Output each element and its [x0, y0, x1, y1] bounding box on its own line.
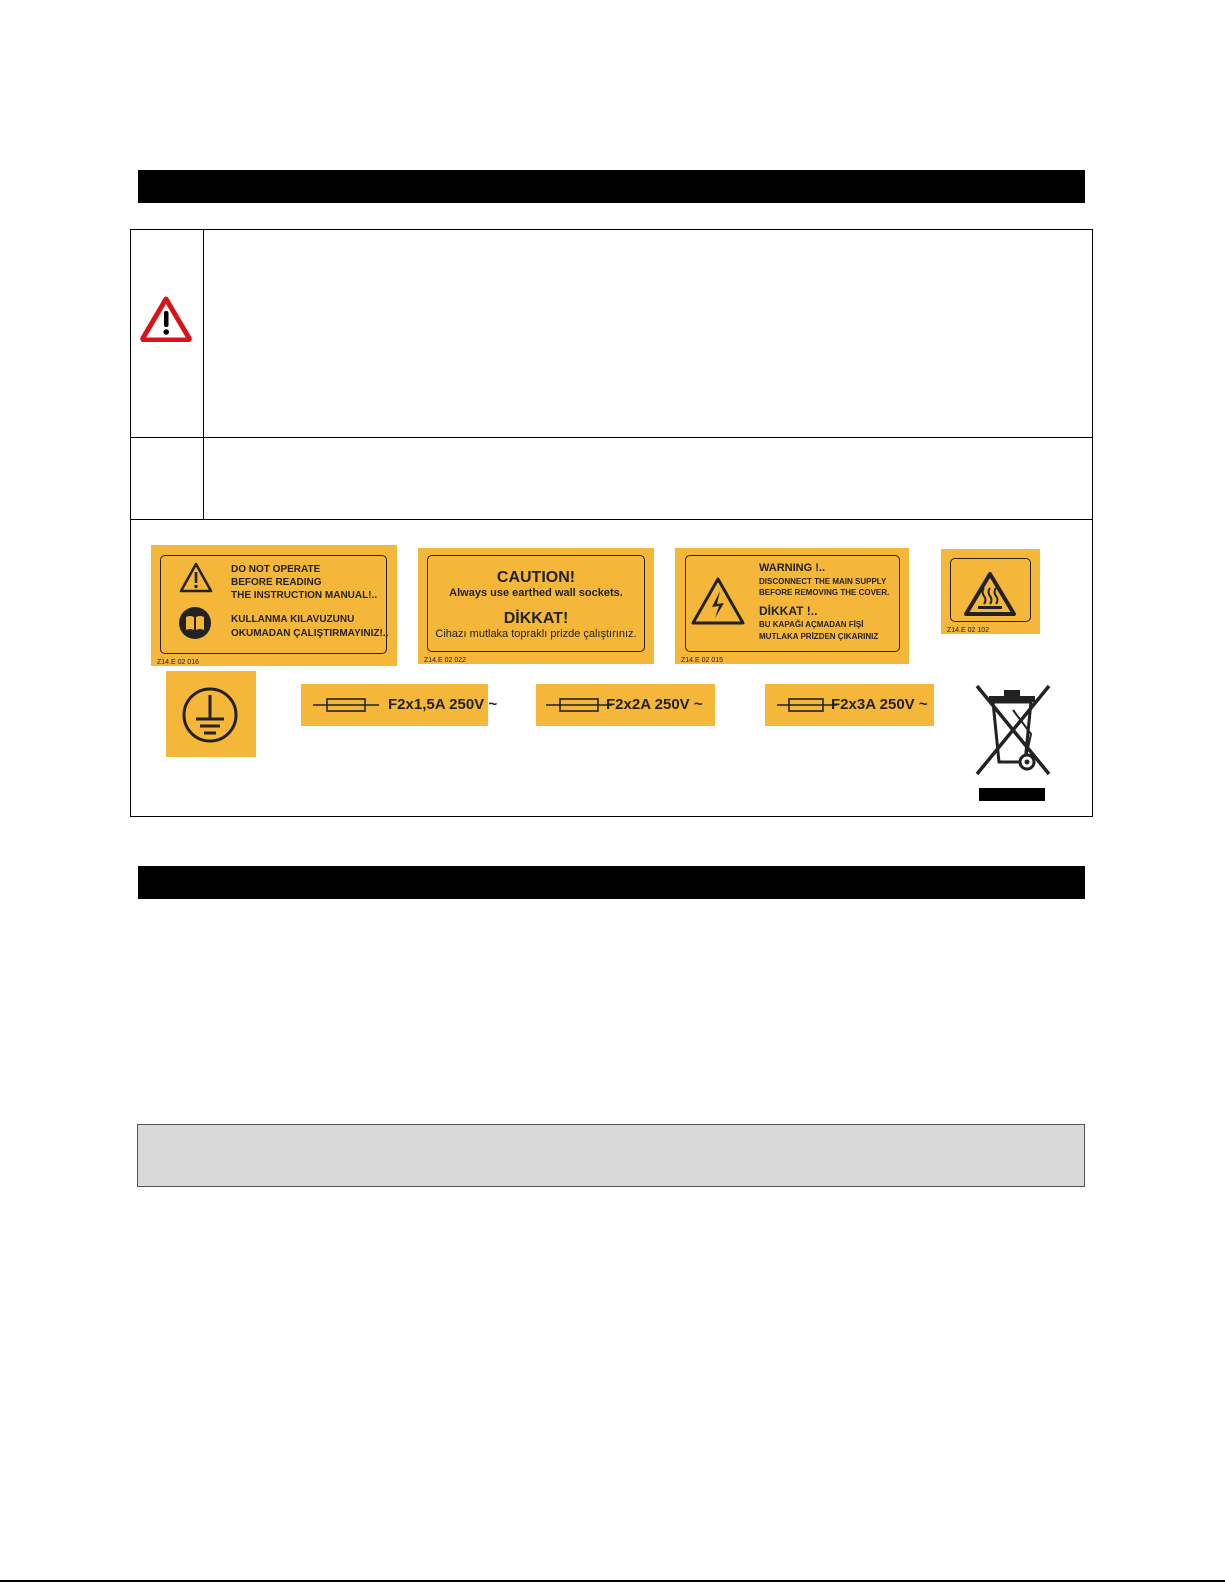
crossed-out-bin-icon	[969, 682, 1055, 802]
fuse-label	[765, 684, 934, 726]
manual-book-icon	[178, 606, 212, 640]
caution-title-tr: DİKKAT!	[503, 610, 569, 627]
safety-row-note	[131, 438, 1092, 520]
fuse-label	[536, 684, 715, 726]
electric-shock-icon	[690, 576, 746, 626]
caution-line2: Cihazı mutlaka topraklı prizde çalıştırınız.	[435, 628, 637, 640]
warning-title: WARNING !..	[759, 562, 825, 574]
section-header-bar	[138, 170, 1085, 203]
caution-title: CAUTION!	[496, 569, 576, 586]
operate-line1: DO NOT OPERATE	[231, 564, 321, 575]
warning-label	[675, 548, 909, 664]
section-header-bar	[138, 866, 1085, 899]
operate-line3: THE INSTRUCTION MANUAL!..	[231, 590, 378, 601]
caution-line1: Always use earthed wall sockets.	[449, 587, 623, 599]
warning-icon-cell	[131, 230, 204, 437]
operate-line2: BEFORE READING	[231, 577, 322, 588]
do-not-operate-label	[151, 545, 397, 666]
warning-line1: DISCONNECT THE MAIN SUPPLY	[759, 577, 887, 586]
warning-triangle-icon	[140, 296, 192, 342]
warning-triangle-icon	[179, 562, 213, 593]
protective-earth-icon	[180, 685, 240, 745]
note-icon-cell	[131, 438, 204, 519]
caution-label	[418, 548, 654, 664]
safety-row-warning	[131, 230, 1092, 438]
label-code: Z14.E 02 022	[424, 657, 467, 664]
hot-surface-icon	[962, 570, 1018, 618]
warning-line3: BU KAPAĞI AÇMADAN FİŞİ	[759, 620, 864, 629]
fuse-label	[301, 684, 498, 726]
fuse-icon	[313, 698, 379, 712]
hot-surface-label	[941, 549, 1040, 634]
warning-title-tr: DİKKAT !..	[759, 604, 818, 618]
fuse-rating: F2x2A 250V ~	[606, 696, 703, 713]
protective-earth-label	[166, 671, 256, 757]
label-code: Z14.E 02 015	[681, 657, 724, 664]
label-code: Z14.E 02 102	[947, 627, 990, 634]
warning-line2: BEFORE REMOVING THE COVER.	[759, 588, 890, 597]
fuse-icon	[546, 698, 612, 712]
fuse-rating: F2x3A 250V ~	[831, 696, 928, 713]
operate-line5: OKUMADAN ÇALIŞTIRMAYINIZ!..	[231, 628, 389, 639]
label-code: Z14.E 02 016	[157, 659, 200, 666]
operate-line4: KULLANMA KILAVUZUNU	[231, 614, 355, 625]
page-footer-line	[0, 1580, 1225, 1582]
fuse-icon	[777, 698, 837, 712]
warning-line4: MUTLAKA PRİZDEN ÇIKARINIZ	[759, 632, 879, 641]
note-box	[137, 1124, 1085, 1187]
safety-table	[130, 229, 1093, 817]
fuse-rating: F2x1,5A 250V ~	[388, 696, 498, 713]
